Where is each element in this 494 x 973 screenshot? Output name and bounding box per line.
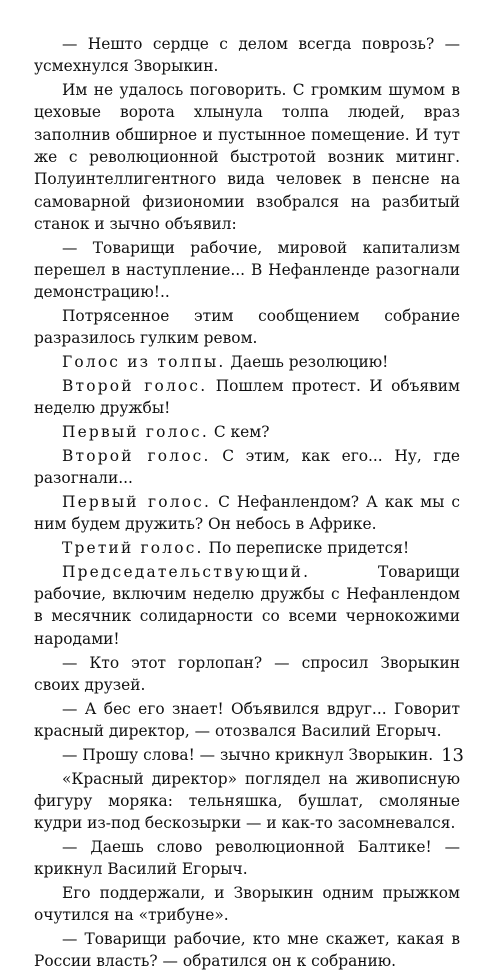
paragraph-2: Им не удалось поговорить. С громким шумом в цеховые ворота хлынула толпа людей, враз заполнив обширное и пустынное помещение. И тут же с революционной быстротой возник митинг. Полуинтеллигентного вида человек в пенсне на самоварной физиономии взобрался на разбитый станок и зычно объявил: <box>34 81 460 233</box>
page-number: 13 <box>441 745 464 766</box>
dialogue-line-6 <box>34 537 460 559</box>
paragraph-17: Его поддержали, и Зворыкин одним прыжком очутился на «трибуне». <box>34 883 460 925</box>
dialogue-line-3 <box>34 421 460 443</box>
dialogue-text: С кем? <box>213 423 270 442</box>
speaker-name: Второй голос. <box>62 376 208 395</box>
paragraph-15: «Красный директор» поглядел на живописную фигуру моряка: тельняшка, бушлат, смоляные кудри из-под бескозырки — и как-то засомневался. <box>34 769 460 833</box>
paragraph-18: — Товарищи рабочие, кто мне скажет, какая в России власть? — обратился он к собранию. <box>34 930 460 971</box>
dialogue-text: По переписке придется! <box>208 539 410 558</box>
dialogue-text: Даешь резолюцию! <box>230 353 389 372</box>
speaker-name: Председательствующий. <box>62 562 311 581</box>
dialogue-line-5 <box>34 491 460 536</box>
speaker-name: Голос из толпы. <box>62 353 226 372</box>
dialogue-line-7 <box>34 561 460 650</box>
speaker-name: Первый голос. <box>62 492 212 511</box>
dialogue-text: Товарищи рабочие, включим неделю дружбы с Нефанлендом в месячник солидарности со всеми чернокожими народами! <box>34 562 460 648</box>
speaker-name: Третий голос. <box>62 539 204 558</box>
paragraph-12: — Кто этот горлопан? — спросил Зворыкин своих друзей. <box>34 653 460 694</box>
dialogue-text: С Нефанлендом? А как мы с ним будем дружить? Он небось в Африке. <box>34 492 460 534</box>
dialogue-line-2 <box>34 375 460 420</box>
paragraph-4: Потрясенное этим сообщением собрание разразилось гулким ревом. <box>34 307 460 348</box>
dialogue-text: С этим, как его... Ну, где разогнали... <box>34 446 460 488</box>
dialogue-line-4 <box>34 445 460 490</box>
page-text <box>34 33 460 973</box>
dialogue-line-1 <box>34 351 460 373</box>
paragraph-13: — А бес его знает! Объявился вдруг... Говорит красный директор, — отозвался Василий Егорыч. <box>34 699 460 740</box>
paragraph-16: — Даешь слово революционной Балтике! — крикнул Василий Егорыч. <box>34 837 460 879</box>
dialogue-text: Пошлем протест. И объявим неделю дружбы! <box>34 376 460 418</box>
paragraph-14: — Прошу слова! — зычно крикнул Зворыкин. <box>62 745 434 764</box>
paragraph-1: — Нешто сердце с делом всегда поврозь? — усмехнулся Зворыкин. <box>34 35 460 76</box>
paragraph-3: — Товарищи рабочие, мировой капитализм перешел в наступление... В Нефанленде разогнали демонстрацию!.. <box>34 238 460 302</box>
speaker-name: Первый голос. <box>62 423 209 442</box>
speaker-name: Второй голос. <box>62 446 211 465</box>
